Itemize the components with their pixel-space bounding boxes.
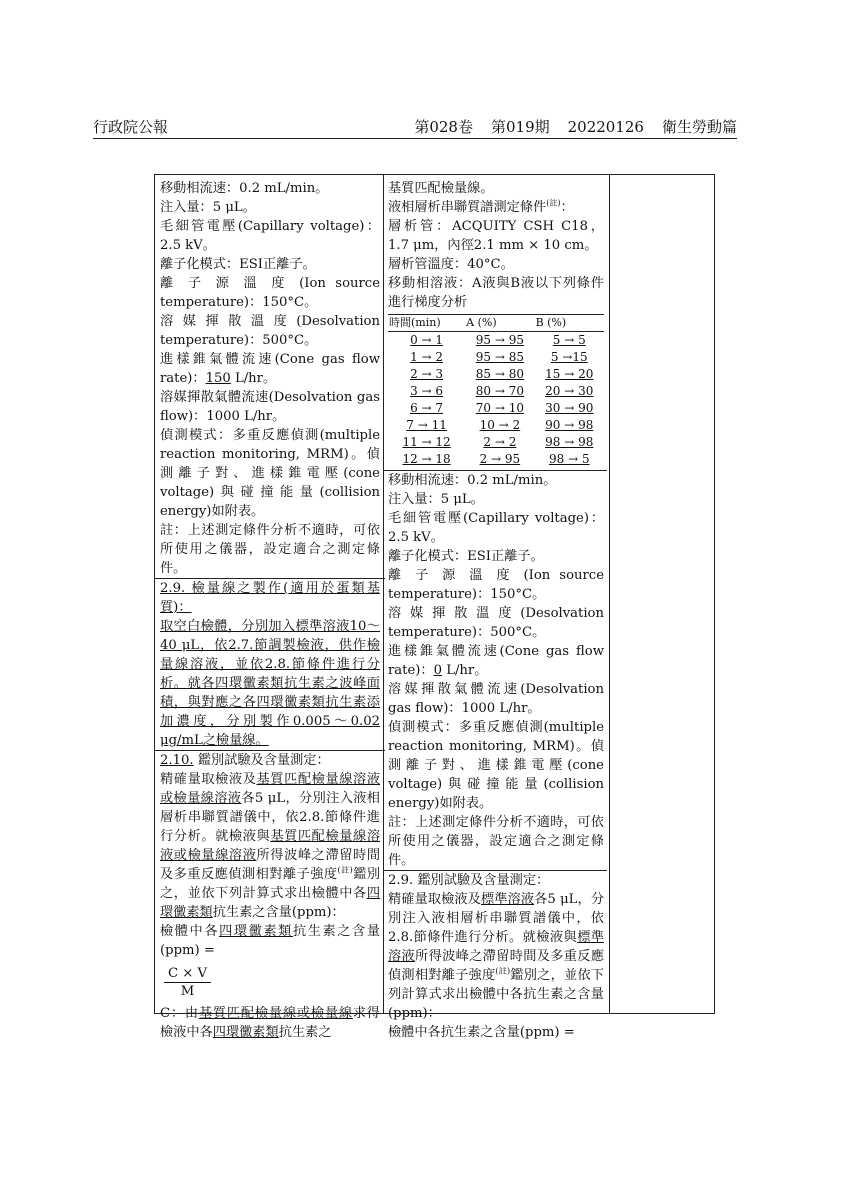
paragraph: 進樣錐氣體流速(Cone gas flow rate)：150 L/hr。: [160, 352, 380, 386]
original-text-column: [388, 179, 604, 1042]
date-label: 20220126: [567, 118, 644, 136]
paragraph: 溶媒揮散氣體流速(Desolvation gas flow)：1000 L/hr。: [160, 390, 380, 424]
formula: [160, 960, 380, 1004]
paragraph: 離 子 源 溫 度 (Ion source temperature)：150°C。: [160, 276, 380, 310]
page-header: [93, 116, 737, 139]
paragraph: 註：上述測定條件分析不適時，可依所使用之儀器，設定適合之測定條件。: [160, 523, 380, 576]
paragraph: 層析管：ACQUITY CSH C18，1.7 μm，內徑2.1 mm × 10 cm。: [388, 219, 604, 253]
comparison-table: [154, 174, 715, 1040]
paragraph: C：由基質匹配檢量線或檢量線求得檢液中各四環黴素類抗生素之: [160, 1006, 381, 1040]
paragraph: 基質匹配檢量線。: [388, 181, 494, 196]
paragraph: 溶 媒 揮 散 溫 度 (Desolvation temperature)：500°C。: [388, 606, 604, 640]
paragraph: 檢體中各抗生素之含量(ppm) =: [388, 1025, 575, 1040]
paragraph: 移動相流速：0.2 mL/min。: [160, 181, 329, 196]
column-divider: [609, 175, 610, 1013]
paragraph: 毛細管電壓(Capillary voltage)：2.5 kV。: [160, 219, 380, 253]
table-row: 3 → 6 80 → 70 20 → 30: [410, 384, 594, 398]
section-title: 2.10. 鑑別試驗及含量測定：: [160, 753, 330, 768]
paragraph: 檢體中各四環黴素類抗生素之含量(ppm) =: [160, 924, 381, 958]
paragraph: 進樣錐氣體流速(Cone gas flow rate)：0 L/hr。: [388, 644, 604, 678]
column-header: B (%): [535, 315, 604, 332]
paragraph: 註：上述測定條件分析不適時，可依所使用之儀器，設定適合之測定條件。: [388, 815, 604, 868]
issue-label: 第019期: [490, 118, 550, 136]
column-header: 時間(min): [388, 315, 465, 332]
paragraph: 溶媒揮散氣體流速(Desolvation gas flow)：1000 L/hr。: [388, 682, 604, 716]
column-divider: [383, 175, 384, 1013]
paragraph: 偵測模式：多重反應偵測(multiple reaction monitoring, MRM)。偵測離子對、進樣錐電壓(cone voltage)與碰撞能量(collision energy)如附表。: [388, 720, 604, 811]
paragraph: 注入量：5 μL。: [160, 200, 256, 215]
paragraph: 注入量：5 μL。: [388, 492, 484, 507]
section-title: 2.9. 檢量線之製作(適用於蛋類基質)：: [160, 581, 380, 615]
header-meta: [396, 116, 737, 137]
paragraph: 精確量取檢液及基質匹配檢量線溶液或檢量線溶液各5 μL，分別注入液相層析串聯質譜儀中，依2.8.節條件進行分析。就檢液與基質匹配檢量線溶液或檢量線溶液所得波峰之滯留時間及多重反應偵測相對離子強度$^{(註)}$鑑別之，並依下列計算式求出檢體中各四環黴素類抗生素之含量(ppm)：: [160, 772, 381, 920]
table-row: 1 → 2 95 → 85 5 →15: [410, 350, 588, 364]
volume-label: 第028卷: [414, 118, 473, 136]
table-row: 0 → 1 95 → 95 5 → 5: [410, 333, 586, 347]
table-row: 11 → 12 2 → 2 98 → 98: [402, 435, 594, 449]
section-label: 衛生勞動篇: [661, 118, 737, 136]
table-row: 7 → 11 10 → 2 90 → 98: [406, 418, 594, 432]
paragraph: 取空白檢體，分別加入標準溶液10～40 μL，依2.7.節調製檢液，供作檢量線溶液，並依2.8.節條件進行分析。就各四環黴素類抗生素之波峰面積，與對應之各四環黴素類抗生素添加濃度，分別製作0.005～0.02 μg/mL之檢量線。: [160, 619, 380, 748]
table-row: 2 → 3 85 → 80 15 → 20: [410, 367, 594, 381]
amended-text-column: [160, 179, 380, 1042]
formula-numerator: C × V: [164, 965, 211, 983]
gazette-title: 行政院公報: [93, 118, 169, 136]
formula-denominator: M: [180, 983, 195, 999]
paragraph: 溶 媒 揮 散 溫 度 (Desolvation temperature)：500°C。: [160, 314, 380, 348]
paragraph: 精確量取檢液及標準溶液各5 μL，分別注入液相層析串聯質譜儀中，依2.8.節條件進行分析。就檢液與標準溶液所得波峰之滯留時間及多重反應偵測相對離子強度$^{(註)}$鑑別之，並依下列計算式求出檢體中各抗生素之含量(ppm)：: [388, 892, 605, 1021]
section-title: 2.9. 鑑別試驗及含量測定：: [388, 873, 550, 888]
table-row: 6 → 7 70 → 10 30 → 90: [410, 401, 594, 415]
paragraph: 液相層析串聯質譜測定條件$^{(註)}$：: [388, 198, 574, 215]
column-header: A (%): [465, 315, 534, 332]
table-row: 12 → 18 2 → 95 98 → 5: [402, 452, 590, 466]
paragraph: 偵測模式：多重反應偵測(multiple reaction monitoring, MRM)。偵測離子對、進樣錐電壓(cone voltage)與碰撞能量(collision energy)如附表。: [160, 428, 380, 519]
paragraph: 離 子 源 溫 度 (Ion source temperature)：150°C。: [388, 568, 604, 602]
paragraph: 離子化模式：ESI正離子。: [388, 549, 544, 564]
paragraph: 移動相流速：0.2 mL/min。: [388, 473, 557, 488]
paragraph: 毛細管電壓(Capillary voltage)：2.5 kV。: [388, 511, 604, 545]
paragraph: 層析管溫度：40°C。: [388, 257, 514, 272]
gradient-table: [388, 314, 604, 468]
paragraph: 離子化模式：ESI正離子。: [160, 257, 316, 272]
paragraph: 移動相溶液：A液與B液以下列條件進行梯度分析: [388, 276, 604, 310]
